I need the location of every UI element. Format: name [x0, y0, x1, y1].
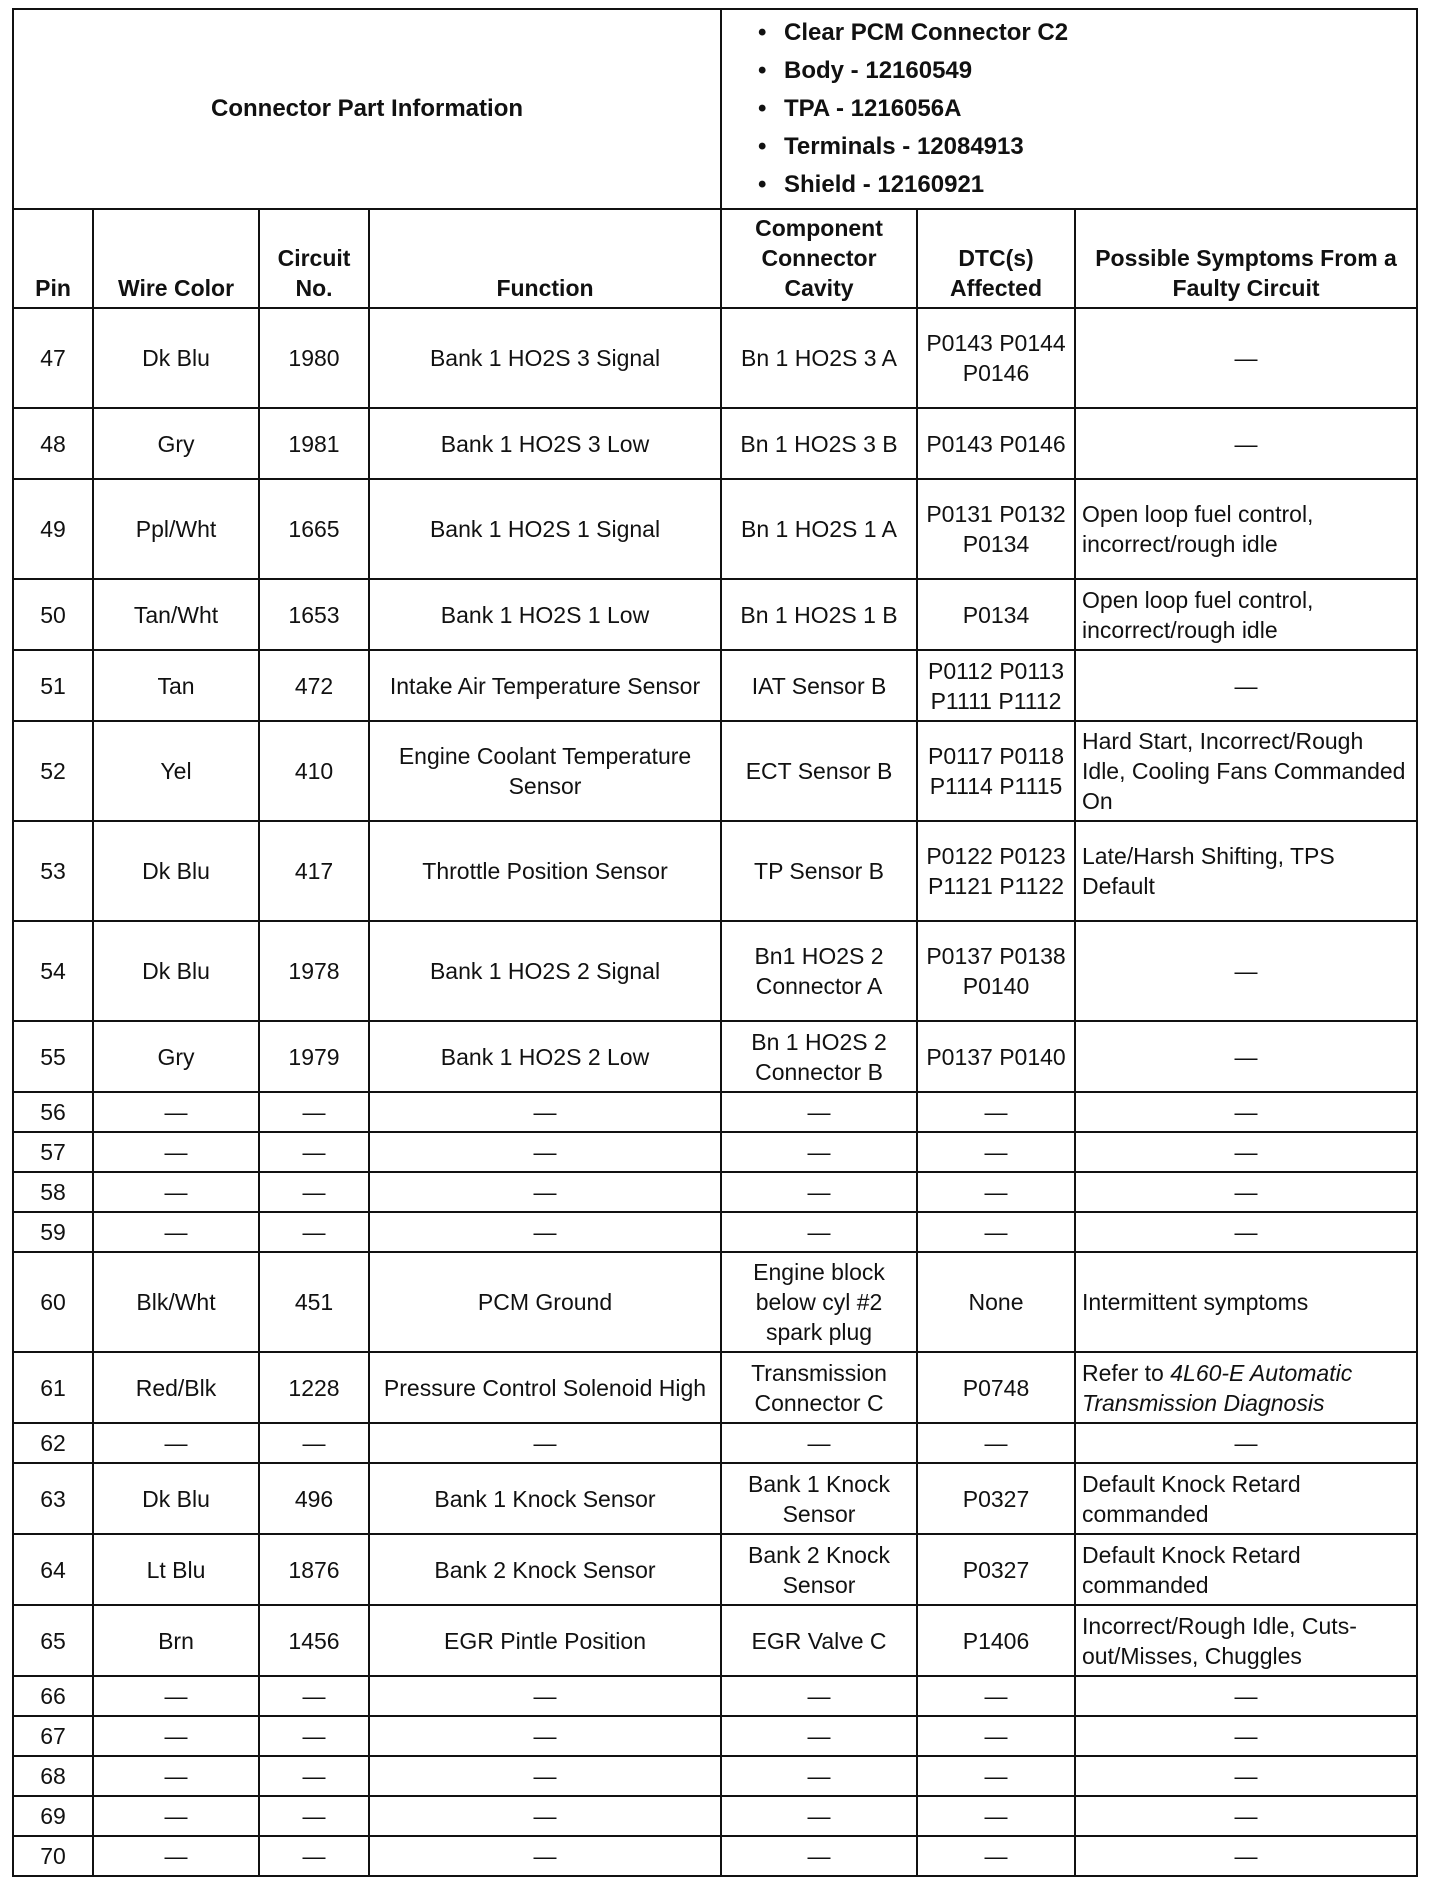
- table-row: [13, 1534, 1417, 1605]
- table-row: [13, 1092, 1417, 1132]
- wire-color-cell: Dk Blu: [93, 1463, 259, 1534]
- dtc-cell: None: [917, 1252, 1075, 1352]
- symptoms-cell: —: [1075, 1716, 1417, 1756]
- header-circuit: Circuit No.: [259, 209, 369, 308]
- cavity-cell: Bn 1 HO2S 3 B: [721, 408, 917, 479]
- wire-color-cell: Dk Blu: [93, 821, 259, 921]
- circuit-cell: 1981: [259, 408, 369, 479]
- connector-info-item: • TPA - 1216056A: [758, 90, 1416, 128]
- circuit-cell: 1978: [259, 921, 369, 1021]
- function-cell: —: [369, 1172, 721, 1212]
- wire-color-cell: —: [93, 1092, 259, 1132]
- wire-color-cell: Lt Blu: [93, 1534, 259, 1605]
- table-row: [13, 1463, 1417, 1534]
- cavity-cell: —: [721, 1796, 917, 1836]
- symptoms-cell: —: [1075, 1132, 1417, 1172]
- connector-info-item: • Shield - 12160921: [758, 166, 1416, 204]
- dtc-cell: P0122 P0123 P1121 P1122: [917, 821, 1075, 921]
- pin-cell: 69: [13, 1796, 93, 1836]
- cavity-cell: —: [721, 1836, 917, 1876]
- cavity-cell: Bn 1 HO2S 1 B: [721, 579, 917, 650]
- dtc-cell: P0117 P0118 P1114 P1115: [917, 721, 1075, 821]
- wire-color-cell: Dk Blu: [93, 308, 259, 408]
- connector-info-row: [13, 9, 1417, 209]
- function-cell: —: [369, 1212, 721, 1252]
- dtc-cell: P0327: [917, 1463, 1075, 1534]
- wire-color-cell: Blk/Wht: [93, 1252, 259, 1352]
- pin-cell: 57: [13, 1132, 93, 1172]
- wire-color-cell: —: [93, 1423, 259, 1463]
- wire-color-cell: Dk Blu: [93, 921, 259, 1021]
- circuit-cell: —: [259, 1132, 369, 1172]
- symptoms-cell: —: [1075, 1021, 1417, 1092]
- wire-color-cell: Gry: [93, 408, 259, 479]
- table-row: [13, 1021, 1417, 1092]
- symptoms-cell: —: [1075, 921, 1417, 1021]
- wire-color-cell: Red/Blk: [93, 1352, 259, 1423]
- pinout-table: [12, 8, 1418, 1877]
- pin-cell: 66: [13, 1676, 93, 1716]
- circuit-cell: 472: [259, 650, 369, 721]
- pin-cell: 59: [13, 1212, 93, 1252]
- table-row: [13, 1756, 1417, 1796]
- table-row: [13, 1676, 1417, 1716]
- connector-info-item: • Body - 12160549: [758, 52, 1416, 90]
- header-symptoms: Possible Symptoms From a Faulty Circuit: [1075, 209, 1417, 308]
- circuit-cell: —: [259, 1836, 369, 1876]
- circuit-cell: —: [259, 1796, 369, 1836]
- pin-cell: 55: [13, 1021, 93, 1092]
- function-cell: —: [369, 1092, 721, 1132]
- table-row: [13, 1423, 1417, 1463]
- dtc-cell: P1406: [917, 1605, 1075, 1676]
- dtc-cell: P0112 P0113 P1111 P1112: [917, 650, 1075, 721]
- dtc-cell: —: [917, 1423, 1075, 1463]
- circuit-cell: —: [259, 1423, 369, 1463]
- dtc-cell: P0137 P0138 P0140: [917, 921, 1075, 1021]
- manual-reference: 4L60-E Automatic Transmission Diagnosis: [1082, 1359, 1353, 1416]
- wire-color-cell: —: [93, 1796, 259, 1836]
- table-row: [13, 721, 1417, 821]
- dtc-cell: —: [917, 1676, 1075, 1716]
- wire-color-cell: Tan/Wht: [93, 579, 259, 650]
- cavity-cell: Bank 1 Knock Sensor: [721, 1463, 917, 1534]
- function-cell: Bank 1 HO2S 1 Low: [369, 579, 721, 650]
- cavity-cell: —: [721, 1172, 917, 1212]
- cavity-cell: ECT Sensor B: [721, 721, 917, 821]
- function-cell: —: [369, 1423, 721, 1463]
- pin-cell: 63: [13, 1463, 93, 1534]
- circuit-cell: 1980: [259, 308, 369, 408]
- wire-color-cell: —: [93, 1716, 259, 1756]
- symptoms-cell: Intermittent symptoms: [1075, 1252, 1417, 1352]
- function-cell: Bank 1 HO2S 1 Signal: [369, 479, 721, 579]
- circuit-cell: 1456: [259, 1605, 369, 1676]
- function-cell: Bank 2 Knock Sensor: [369, 1534, 721, 1605]
- circuit-cell: 1228: [259, 1352, 369, 1423]
- cavity-cell: IAT Sensor B: [721, 650, 917, 721]
- table-row: [13, 921, 1417, 1021]
- header-wire-color: Wire Color: [93, 209, 259, 308]
- cavity-cell: Bn 1 HO2S 1 A: [721, 479, 917, 579]
- table-row: [13, 1716, 1417, 1756]
- pin-cell: 70: [13, 1836, 93, 1876]
- table-row: [13, 1836, 1417, 1876]
- pin-cell: 67: [13, 1716, 93, 1756]
- header-pin: Pin: [13, 209, 93, 308]
- symptoms-cell: —: [1075, 1172, 1417, 1212]
- symptoms-cell: —: [1075, 650, 1417, 721]
- table-row: [13, 821, 1417, 921]
- pin-cell: 68: [13, 1756, 93, 1796]
- pin-cell: 61: [13, 1352, 93, 1423]
- symptoms-cell: Refer to 4L60-E Automatic Transmission Diagnosis: [1075, 1352, 1417, 1423]
- function-cell: Bank 1 HO2S 3 Low: [369, 408, 721, 479]
- function-cell: Engine Coolant Temperature Sensor: [369, 721, 721, 821]
- dtc-cell: P0137 P0140: [917, 1021, 1075, 1092]
- table-row: [13, 1172, 1417, 1212]
- function-cell: EGR Pintle Position: [369, 1605, 721, 1676]
- table-row: [13, 650, 1417, 721]
- cavity-cell: TP Sensor B: [721, 821, 917, 921]
- symptoms-cell: —: [1075, 1423, 1417, 1463]
- function-cell: Throttle Position Sensor: [369, 821, 721, 921]
- circuit-cell: —: [259, 1172, 369, 1212]
- cavity-cell: Transmission Connector C: [721, 1352, 917, 1423]
- circuit-cell: 1665: [259, 479, 369, 579]
- symptoms-cell: Hard Start, Incorrect/Rough Idle, Cooling Fans Commanded On: [1075, 721, 1417, 821]
- symptoms-cell: —: [1075, 1796, 1417, 1836]
- table-row: [13, 1132, 1417, 1172]
- connector-info-label: Connector Part Information: [13, 9, 721, 209]
- wire-color-cell: Gry: [93, 1021, 259, 1092]
- function-cell: PCM Ground: [369, 1252, 721, 1352]
- symptoms-cell: —: [1075, 1212, 1417, 1252]
- dtc-cell: —: [917, 1212, 1075, 1252]
- pin-cell: 47: [13, 308, 93, 408]
- function-cell: —: [369, 1676, 721, 1716]
- dtc-cell: P0131 P0132 P0134: [917, 479, 1075, 579]
- table-row: [13, 408, 1417, 479]
- function-cell: Bank 1 HO2S 3 Signal: [369, 308, 721, 408]
- pin-cell: 48: [13, 408, 93, 479]
- pin-cell: 49: [13, 479, 93, 579]
- pin-cell: 56: [13, 1092, 93, 1132]
- table-row: [13, 1796, 1417, 1836]
- cavity-cell: Bn1 HO2S 2 Connector A: [721, 921, 917, 1021]
- symptoms-cell: —: [1075, 1092, 1417, 1132]
- dtc-cell: —: [917, 1756, 1075, 1796]
- wire-color-cell: Ppl/Wht: [93, 479, 259, 579]
- pin-cell: 65: [13, 1605, 93, 1676]
- wire-color-cell: —: [93, 1212, 259, 1252]
- wire-color-cell: Tan: [93, 650, 259, 721]
- pin-cell: 52: [13, 721, 93, 821]
- function-cell: Bank 1 HO2S 2 Signal: [369, 921, 721, 1021]
- function-cell: Bank 1 Knock Sensor: [369, 1463, 721, 1534]
- table-row: [13, 1252, 1417, 1352]
- wire-color-cell: —: [93, 1836, 259, 1876]
- symptoms-cell: —: [1075, 1676, 1417, 1716]
- table-row: [13, 1605, 1417, 1676]
- dtc-cell: P0327: [917, 1534, 1075, 1605]
- dtc-cell: —: [917, 1172, 1075, 1212]
- dtc-cell: —: [917, 1716, 1075, 1756]
- table-row: [13, 579, 1417, 650]
- dtc-cell: —: [917, 1132, 1075, 1172]
- wire-color-cell: —: [93, 1172, 259, 1212]
- circuit-cell: —: [259, 1716, 369, 1756]
- cavity-cell: EGR Valve C: [721, 1605, 917, 1676]
- header-dtc: DTC(s) Affected: [917, 209, 1075, 308]
- pin-cell: 53: [13, 821, 93, 921]
- circuit-cell: 496: [259, 1463, 369, 1534]
- pin-rows: [13, 308, 1417, 1876]
- dtc-cell: P0143 P0144 P0146: [917, 308, 1075, 408]
- pin-cell: 58: [13, 1172, 93, 1212]
- pin-cell: 64: [13, 1534, 93, 1605]
- wire-color-cell: Brn: [93, 1605, 259, 1676]
- symptoms-cell: —: [1075, 1756, 1417, 1796]
- connector-document: [12, 8, 1416, 1877]
- pin-cell: 50: [13, 579, 93, 650]
- dtc-cell: —: [917, 1092, 1075, 1132]
- circuit-cell: —: [259, 1212, 369, 1252]
- dtc-cell: —: [917, 1836, 1075, 1876]
- pin-cell: 62: [13, 1423, 93, 1463]
- cavity-cell: Engine block below cyl #2 spark plug: [721, 1252, 917, 1352]
- circuit-cell: —: [259, 1756, 369, 1796]
- symptoms-cell: —: [1075, 308, 1417, 408]
- symptoms-cell: Late/Harsh Shifting, TPS Default: [1075, 821, 1417, 921]
- function-cell: Intake Air Temperature Sensor: [369, 650, 721, 721]
- circuit-cell: 1876: [259, 1534, 369, 1605]
- circuit-cell: 451: [259, 1252, 369, 1352]
- table-row: [13, 1212, 1417, 1252]
- cavity-cell: —: [721, 1092, 917, 1132]
- cavity-cell: —: [721, 1212, 917, 1252]
- header-function: Function: [369, 209, 721, 308]
- symptoms-cell: Default Knock Retard commanded: [1075, 1463, 1417, 1534]
- symptoms-cell: Open loop fuel control, incorrect/rough idle: [1075, 579, 1417, 650]
- cavity-cell: Bn 1 HO2S 2 Connector B: [721, 1021, 917, 1092]
- table-row: [13, 1352, 1417, 1423]
- header-cavity: Component Connector Cavity: [721, 209, 917, 308]
- pin-cell: 60: [13, 1252, 93, 1352]
- table-row: [13, 479, 1417, 579]
- table-row: [13, 308, 1417, 408]
- dtc-cell: P0143 P0146: [917, 408, 1075, 479]
- cavity-cell: Bn 1 HO2S 3 A: [721, 308, 917, 408]
- function-cell: Pressure Control Solenoid High: [369, 1352, 721, 1423]
- function-cell: —: [369, 1756, 721, 1796]
- wire-color-cell: —: [93, 1676, 259, 1716]
- function-cell: —: [369, 1836, 721, 1876]
- dtc-cell: P0748: [917, 1352, 1075, 1423]
- function-cell: —: [369, 1716, 721, 1756]
- dtc-cell: —: [917, 1796, 1075, 1836]
- cavity-cell: Bank 2 Knock Sensor: [721, 1534, 917, 1605]
- symptoms-cell: —: [1075, 408, 1417, 479]
- wire-color-cell: —: [93, 1756, 259, 1796]
- cavity-cell: —: [721, 1423, 917, 1463]
- dtc-cell: P0134: [917, 579, 1075, 650]
- column-header-row: [13, 209, 1417, 308]
- connector-info-item: • Terminals - 12084913: [758, 128, 1416, 166]
- cavity-cell: —: [721, 1676, 917, 1716]
- cavity-cell: —: [721, 1716, 917, 1756]
- symptoms-cell: Incorrect/Rough Idle, Cuts-out/Misses, Chuggles: [1075, 1605, 1417, 1676]
- circuit-cell: 417: [259, 821, 369, 921]
- wire-color-cell: Yel: [93, 721, 259, 821]
- circuit-cell: 410: [259, 721, 369, 821]
- symptoms-cell: Open loop fuel control, incorrect/rough idle: [1075, 479, 1417, 579]
- pin-cell: 54: [13, 921, 93, 1021]
- function-cell: —: [369, 1132, 721, 1172]
- symptoms-cell: —: [1075, 1836, 1417, 1876]
- cavity-cell: —: [721, 1756, 917, 1796]
- connector-info-list: [721, 9, 1417, 209]
- function-cell: —: [369, 1796, 721, 1836]
- circuit-cell: 1979: [259, 1021, 369, 1092]
- circuit-cell: —: [259, 1092, 369, 1132]
- circuit-cell: 1653: [259, 579, 369, 650]
- circuit-cell: —: [259, 1676, 369, 1716]
- wire-color-cell: —: [93, 1132, 259, 1172]
- cavity-cell: —: [721, 1132, 917, 1172]
- function-cell: Bank 1 HO2S 2 Low: [369, 1021, 721, 1092]
- symptoms-cell: Default Knock Retard commanded: [1075, 1534, 1417, 1605]
- pin-cell: 51: [13, 650, 93, 721]
- connector-info-item: • Clear PCM Connector C2: [758, 14, 1416, 52]
